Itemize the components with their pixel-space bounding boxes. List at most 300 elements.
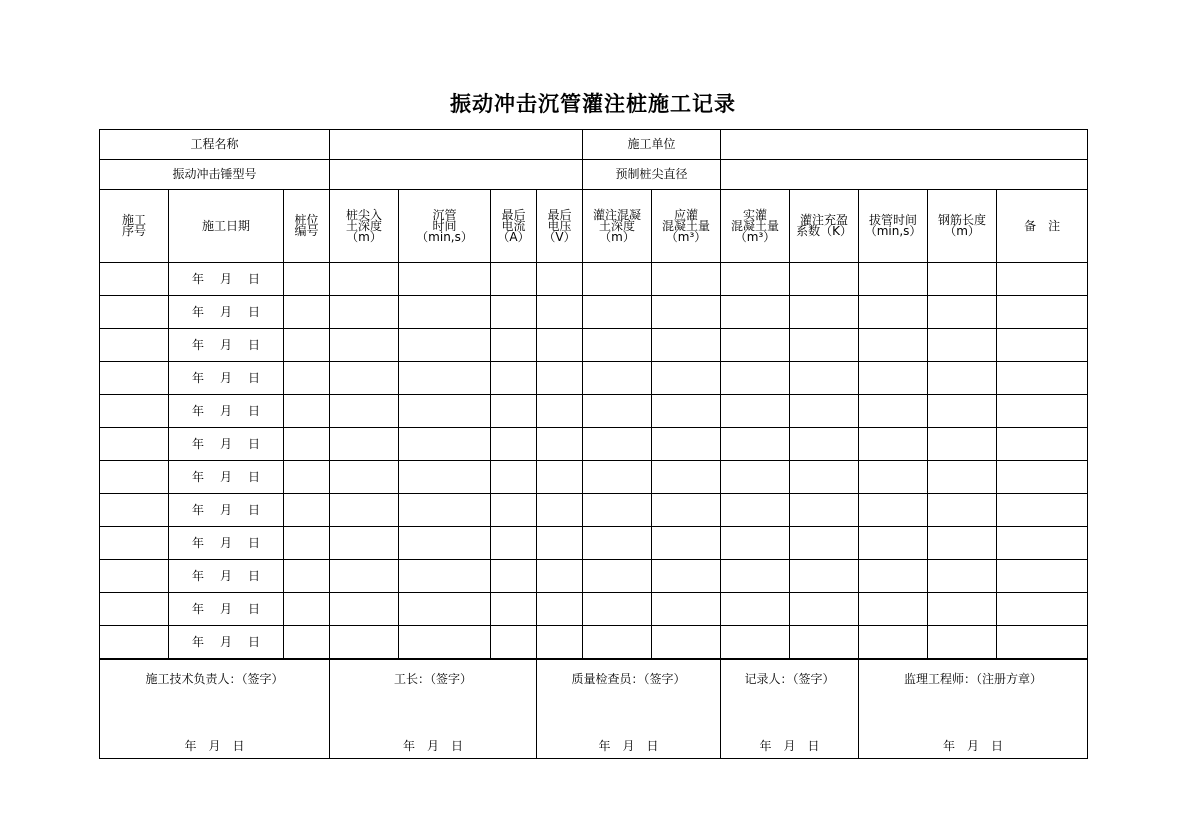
header-sink-time <box>399 190 491 263</box>
header-line: （m） <box>944 224 980 238</box>
cell-actual-volume[interactable] <box>721 494 790 527</box>
cell-sink-time[interactable] <box>399 329 491 362</box>
table-row <box>100 527 1088 560</box>
cell-actual-volume[interactable] <box>721 263 790 296</box>
cell-sink-time[interactable] <box>399 263 491 296</box>
header-line: （V） <box>543 229 576 244</box>
date-year-label: 年 <box>942 739 955 753</box>
cell-seq-no[interactable] <box>100 527 169 560</box>
signature-label: 工长：（签字） <box>393 672 472 686</box>
cell-fill-coefficient[interactable] <box>790 329 859 362</box>
cell-rebar-length[interactable] <box>928 560 997 593</box>
date-cell[interactable] <box>169 263 284 296</box>
cell-fill-coefficient[interactable] <box>790 560 859 593</box>
cell-seq-no[interactable] <box>100 263 169 296</box>
cell-pour-depth[interactable] <box>583 329 652 362</box>
cell-rebar-length[interactable] <box>928 527 997 560</box>
signature-foreman[interactable] <box>330 660 537 759</box>
cell-pile-no[interactable] <box>284 362 330 395</box>
cell-tip-depth[interactable] <box>330 362 399 395</box>
header-line: （A） <box>497 229 530 244</box>
date-day-label: 日 <box>248 601 261 616</box>
header-line: （min,s） <box>864 224 922 238</box>
cell-last-voltage[interactable] <box>537 461 583 494</box>
construction-unit-field[interactable] <box>721 130 1088 160</box>
signature-quality-inspector[interactable] <box>537 660 721 759</box>
cell-last-current[interactable] <box>491 329 537 362</box>
signature-date <box>721 737 858 754</box>
cell-remarks[interactable] <box>997 593 1088 626</box>
cell-last-voltage[interactable] <box>537 329 583 362</box>
signature-date <box>100 737 329 754</box>
table-row <box>100 263 1088 296</box>
date-cell[interactable] <box>169 494 284 527</box>
cell-sink-time[interactable] <box>399 494 491 527</box>
date-day-label: 日 <box>807 739 820 753</box>
cell-last-voltage[interactable] <box>537 296 583 329</box>
date-month-label: 月 <box>219 568 232 583</box>
cell-last-voltage[interactable] <box>537 494 583 527</box>
table-row <box>100 296 1088 329</box>
cell-pull-time[interactable] <box>859 395 928 428</box>
cell-pull-time[interactable] <box>859 461 928 494</box>
date-year-label: 年 <box>191 601 204 616</box>
cell-pull-time[interactable] <box>859 560 928 593</box>
table-row <box>100 593 1088 626</box>
cell-actual-volume[interactable] <box>721 296 790 329</box>
table-row <box>100 494 1088 527</box>
header-line: 土深度 <box>346 218 383 233</box>
cell-tip-depth[interactable] <box>330 560 399 593</box>
cell-fill-coefficient[interactable] <box>790 296 859 329</box>
signature-technical-lead[interactable] <box>100 660 330 759</box>
cell-last-voltage[interactable] <box>537 395 583 428</box>
date-year-label: 年 <box>759 739 772 753</box>
table-row <box>100 560 1088 593</box>
date-month-label: 月 <box>219 370 232 385</box>
date-cell[interactable] <box>169 626 284 659</box>
date-day-label: 日 <box>248 337 261 352</box>
cell-seq-no[interactable] <box>100 428 169 461</box>
cell-rebar-length[interactable] <box>928 428 997 461</box>
header-line: 最后 <box>501 207 526 222</box>
pile-tip-diameter-field[interactable] <box>721 160 1088 190</box>
date-cell[interactable] <box>169 560 284 593</box>
cell-rebar-length[interactable] <box>928 263 997 296</box>
cell-remarks[interactable] <box>997 626 1088 659</box>
cell-last-current[interactable] <box>491 461 537 494</box>
cell-fill-coefficient[interactable] <box>790 527 859 560</box>
header-line: 桩尖入 <box>346 207 383 222</box>
cell-fill-coefficient[interactable] <box>790 494 859 527</box>
cell-last-voltage[interactable] <box>537 362 583 395</box>
date-year-label: 年 <box>402 739 415 753</box>
date-year-label: 年 <box>191 568 204 583</box>
header-seq-no <box>100 190 169 263</box>
date-day-label: 日 <box>248 436 261 451</box>
cell-seq-no[interactable] <box>100 560 169 593</box>
cell-tip-depth[interactable] <box>330 527 399 560</box>
cell-remarks[interactable] <box>997 560 1088 593</box>
header-line: 桩位 <box>294 213 319 227</box>
cell-seq-no[interactable] <box>100 494 169 527</box>
signature-supervising-engineer[interactable] <box>859 660 1088 759</box>
header-tip-depth <box>330 190 399 263</box>
cell-fill-coefficient[interactable] <box>790 263 859 296</box>
cell-sink-time[interactable] <box>399 395 491 428</box>
cell-pull-time[interactable] <box>859 527 928 560</box>
cell-pile-no[interactable] <box>284 626 330 659</box>
date-day-label: 日 <box>248 469 261 484</box>
cell-last-current[interactable] <box>491 362 537 395</box>
cell-planned-volume[interactable] <box>652 263 721 296</box>
cell-rebar-length[interactable] <box>928 395 997 428</box>
cell-actual-volume[interactable] <box>721 626 790 659</box>
cell-last-current[interactable] <box>491 263 537 296</box>
cell-planned-volume[interactable] <box>652 395 721 428</box>
date-year-label: 年 <box>191 469 204 484</box>
cell-planned-volume[interactable] <box>652 593 721 626</box>
cell-pile-no[interactable] <box>284 296 330 329</box>
info-row-2 <box>100 160 1088 190</box>
cell-planned-volume[interactable] <box>652 428 721 461</box>
header-line: 最后 <box>547 207 572 222</box>
date-year-label: 年 <box>191 370 204 385</box>
cell-seq-no[interactable] <box>100 593 169 626</box>
cell-actual-volume[interactable] <box>721 560 790 593</box>
cell-tip-depth[interactable] <box>330 494 399 527</box>
header-line: 序号 <box>121 224 146 238</box>
cell-remarks[interactable] <box>997 263 1088 296</box>
cell-last-current[interactable] <box>491 395 537 428</box>
cell-pull-time[interactable] <box>859 494 928 527</box>
cell-seq-no[interactable] <box>100 395 169 428</box>
header-line: 灌注充盈 <box>800 213 849 227</box>
date-cell[interactable] <box>169 296 284 329</box>
date-year-label: 年 <box>191 403 204 418</box>
cell-rebar-length[interactable] <box>928 494 997 527</box>
header-line: 混凝土量 <box>662 218 711 233</box>
signature-label: 记录人：（签字） <box>744 672 835 686</box>
header-line: 系数（K） <box>796 224 852 238</box>
header-line: 电压 <box>547 218 572 233</box>
cell-pull-time[interactable] <box>859 593 928 626</box>
signature-recorder[interactable] <box>721 660 859 759</box>
project-name-field[interactable] <box>330 130 583 160</box>
table-row <box>100 461 1088 494</box>
cell-pour-depth[interactable] <box>583 296 652 329</box>
cell-pull-time[interactable] <box>859 362 928 395</box>
record-rows <box>100 263 1088 659</box>
cell-tip-depth[interactable] <box>330 329 399 362</box>
cell-tip-depth[interactable] <box>330 593 399 626</box>
table-row <box>100 428 1088 461</box>
header-remarks <box>997 190 1088 263</box>
cell-last-current[interactable] <box>491 527 537 560</box>
cell-pile-no[interactable] <box>284 395 330 428</box>
cell-pour-depth[interactable] <box>583 527 652 560</box>
date-month-label: 月 <box>219 601 232 616</box>
header-planned-volume <box>652 190 721 263</box>
header-line: 时间 <box>432 218 457 233</box>
cell-tip-depth[interactable] <box>330 626 399 659</box>
cell-remarks[interactable] <box>997 362 1088 395</box>
cell-last-voltage[interactable] <box>537 263 583 296</box>
column-header-row <box>100 190 1088 263</box>
header-actual-volume <box>721 190 790 263</box>
signature-table <box>99 659 1088 759</box>
cell-tip-depth[interactable] <box>330 428 399 461</box>
cell-pour-depth[interactable] <box>583 362 652 395</box>
cell-fill-coefficient[interactable] <box>790 395 859 428</box>
cell-sink-time[interactable] <box>399 626 491 659</box>
cell-remarks[interactable] <box>997 395 1088 428</box>
date-month-label: 月 <box>219 469 232 484</box>
cell-remarks[interactable] <box>997 296 1088 329</box>
date-year-label: 年 <box>191 535 204 550</box>
cell-last-current[interactable] <box>491 593 537 626</box>
cell-rebar-length[interactable] <box>928 296 997 329</box>
header-line: 备 注 <box>1024 218 1061 233</box>
cell-last-current[interactable] <box>491 296 537 329</box>
cell-pour-depth[interactable] <box>583 494 652 527</box>
cell-fill-coefficient[interactable] <box>790 461 859 494</box>
signature-label: 施工技术负责人：（签字） <box>145 672 284 686</box>
cell-tip-depth[interactable] <box>330 395 399 428</box>
cell-seq-no[interactable] <box>100 461 169 494</box>
cell-pour-depth[interactable] <box>583 626 652 659</box>
cell-planned-volume[interactable] <box>652 560 721 593</box>
date-month-label: 月 <box>426 739 439 753</box>
date-day-label: 日 <box>451 739 464 753</box>
signature-date <box>330 737 536 754</box>
header-line: （min,s） <box>416 229 473 244</box>
date-day-label: 日 <box>991 739 1004 753</box>
header-line: （m³） <box>665 229 707 244</box>
cell-pile-no[interactable] <box>284 329 330 362</box>
cell-seq-no[interactable] <box>100 362 169 395</box>
cell-pour-depth[interactable] <box>583 560 652 593</box>
header-last-voltage <box>537 190 583 263</box>
cell-pull-time[interactable] <box>859 626 928 659</box>
date-year-label: 年 <box>598 739 611 753</box>
cell-actual-volume[interactable] <box>721 461 790 494</box>
cell-pull-time[interactable] <box>859 329 928 362</box>
cell-pour-depth[interactable] <box>583 461 652 494</box>
cell-last-current[interactable] <box>491 626 537 659</box>
cell-rebar-length[interactable] <box>928 362 997 395</box>
cell-seq-no[interactable] <box>100 296 169 329</box>
cell-pour-depth[interactable] <box>583 395 652 428</box>
header-line: 施工 <box>121 213 146 227</box>
hammer-model-field[interactable] <box>330 160 583 190</box>
cell-actual-volume[interactable] <box>721 593 790 626</box>
cell-planned-volume[interactable] <box>652 461 721 494</box>
signature-label: 质量检查员：（签字） <box>571 672 686 686</box>
header-fill-coefficient <box>790 190 859 263</box>
cell-rebar-length[interactable] <box>928 329 997 362</box>
page-title: 振动冲击沉管灌注桩施工记录 <box>450 92 736 116</box>
header-line: 拔管时间 <box>869 213 918 227</box>
cell-fill-coefficient[interactable] <box>790 428 859 461</box>
cell-last-current[interactable] <box>491 560 537 593</box>
header-rebar-length <box>928 190 997 263</box>
cell-actual-volume[interactable] <box>721 395 790 428</box>
cell-actual-volume[interactable] <box>721 527 790 560</box>
date-month-label: 月 <box>219 634 232 649</box>
table-row <box>100 626 1088 659</box>
cell-pile-no[interactable] <box>284 428 330 461</box>
header-line: 电流 <box>501 218 526 233</box>
date-month-label: 月 <box>219 535 232 550</box>
cell-sink-time[interactable] <box>399 428 491 461</box>
date-day-label: 日 <box>646 739 659 753</box>
cell-pour-depth[interactable] <box>583 428 652 461</box>
cell-pull-time[interactable] <box>859 296 928 329</box>
signature-date <box>859 737 1087 754</box>
date-month-label: 月 <box>219 337 232 352</box>
table-row <box>100 329 1088 362</box>
date-day-label: 日 <box>248 304 261 319</box>
cell-rebar-length[interactable] <box>928 626 997 659</box>
date-month-label: 月 <box>219 271 232 286</box>
header-line: （m） <box>346 229 382 244</box>
header-line: 应灌 <box>674 207 699 222</box>
date-day-label: 日 <box>248 403 261 418</box>
cell-remarks[interactable] <box>997 329 1088 362</box>
cell-seq-no[interactable] <box>100 329 169 362</box>
date-month-label: 月 <box>783 739 796 753</box>
header-pile-no <box>284 190 330 263</box>
cell-pile-no[interactable] <box>284 461 330 494</box>
date-day-label: 日 <box>248 370 261 385</box>
signature-date <box>537 737 720 754</box>
date-cell[interactable] <box>169 428 284 461</box>
header-line: 编号 <box>294 224 319 238</box>
cell-remarks[interactable] <box>997 527 1088 560</box>
cell-actual-volume[interactable] <box>721 329 790 362</box>
cell-last-voltage[interactable] <box>537 527 583 560</box>
cell-tip-depth[interactable] <box>330 461 399 494</box>
header-pull-time <box>859 190 928 263</box>
cell-sink-time[interactable] <box>399 362 491 395</box>
date-year-label: 年 <box>184 739 197 753</box>
cell-rebar-length[interactable] <box>928 461 997 494</box>
header-line: 灌注混凝 <box>593 207 642 222</box>
cell-remarks[interactable] <box>997 494 1088 527</box>
date-month-label: 月 <box>966 739 979 753</box>
date-cell[interactable] <box>169 362 284 395</box>
cell-pour-depth[interactable] <box>583 263 652 296</box>
date-day-label: 日 <box>248 634 261 649</box>
date-year-label: 年 <box>191 634 204 649</box>
cell-actual-volume[interactable] <box>721 428 790 461</box>
cell-sink-time[interactable] <box>399 296 491 329</box>
date-month-label: 月 <box>219 436 232 451</box>
date-month-label: 月 <box>219 304 232 319</box>
header-construction-date <box>169 190 284 263</box>
cell-last-current[interactable] <box>491 428 537 461</box>
hammer-model-label: 振动冲击锤型号 <box>100 160 330 190</box>
cell-fill-coefficient[interactable] <box>790 626 859 659</box>
header-line: 钢筋长度 <box>938 213 987 227</box>
date-day-label: 日 <box>232 739 245 753</box>
date-day-label: 日 <box>248 535 261 550</box>
cell-tip-depth[interactable] <box>330 296 399 329</box>
date-day-label: 日 <box>248 568 261 583</box>
cell-pour-depth[interactable] <box>583 593 652 626</box>
cell-planned-volume[interactable] <box>652 527 721 560</box>
cell-planned-volume[interactable] <box>652 626 721 659</box>
cell-remarks[interactable] <box>997 461 1088 494</box>
header-last-current <box>491 190 537 263</box>
date-cell[interactable] <box>169 527 284 560</box>
table-row <box>100 395 1088 428</box>
date-year-label: 年 <box>191 304 204 319</box>
cell-pile-no[interactable] <box>284 494 330 527</box>
date-cell[interactable] <box>169 329 284 362</box>
date-year-label: 年 <box>191 436 204 451</box>
header-line: 沉管 <box>432 207 457 222</box>
date-cell[interactable] <box>169 593 284 626</box>
cell-pile-no[interactable] <box>284 527 330 560</box>
cell-sink-time[interactable] <box>399 461 491 494</box>
cell-sink-time[interactable] <box>399 527 491 560</box>
cell-planned-volume[interactable] <box>652 362 721 395</box>
cell-planned-volume[interactable] <box>652 329 721 362</box>
header-line: 土深度 <box>599 218 636 233</box>
cell-sink-time[interactable] <box>399 593 491 626</box>
date-month-label: 月 <box>208 739 221 753</box>
date-month-label: 月 <box>219 502 232 517</box>
cell-planned-volume[interactable] <box>652 494 721 527</box>
cell-seq-no[interactable] <box>100 626 169 659</box>
cell-tip-depth[interactable] <box>330 263 399 296</box>
cell-pull-time[interactable] <box>859 263 928 296</box>
header-line: （m） <box>599 229 635 244</box>
cell-rebar-length[interactable] <box>928 593 997 626</box>
cell-last-voltage[interactable] <box>537 626 583 659</box>
cell-planned-volume[interactable] <box>652 296 721 329</box>
date-cell[interactable] <box>169 395 284 428</box>
signature-label: 监理工程师：（注册方章） <box>903 672 1042 686</box>
header-line: 混凝土量 <box>731 218 780 233</box>
date-cell[interactable] <box>169 461 284 494</box>
date-day-label: 日 <box>248 502 261 517</box>
cell-pile-no[interactable] <box>284 263 330 296</box>
cell-fill-coefficient[interactable] <box>790 593 859 626</box>
cell-last-voltage[interactable] <box>537 428 583 461</box>
pile-tip-diameter-label: 预制桩尖直径 <box>583 160 721 190</box>
header-line: 施工日期 <box>201 218 250 233</box>
cell-pull-time[interactable] <box>859 428 928 461</box>
cell-actual-volume[interactable] <box>721 362 790 395</box>
cell-pile-no[interactable] <box>284 593 330 626</box>
date-year-label: 年 <box>191 337 204 352</box>
cell-last-voltage[interactable] <box>537 560 583 593</box>
cell-last-current[interactable] <box>491 494 537 527</box>
project-name-label: 工程名称 <box>100 130 330 160</box>
construction-unit-label: 施工单位 <box>583 130 721 160</box>
cell-remarks[interactable] <box>997 428 1088 461</box>
cell-sink-time[interactable] <box>399 560 491 593</box>
cell-fill-coefficient[interactable] <box>790 362 859 395</box>
cell-pile-no[interactable] <box>284 560 330 593</box>
header-line: （m³） <box>734 229 776 244</box>
cell-last-voltage[interactable] <box>537 593 583 626</box>
date-year-label: 年 <box>191 271 204 286</box>
info-row-1 <box>100 130 1088 160</box>
